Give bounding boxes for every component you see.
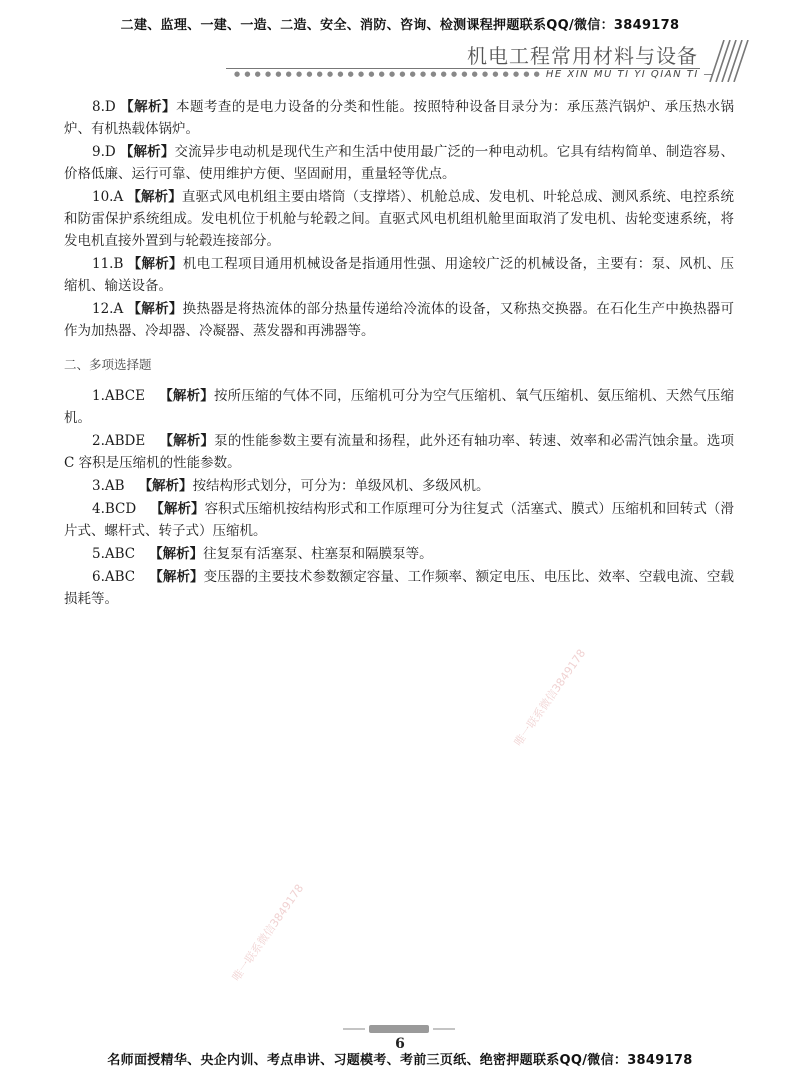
- analysis-text: 变压器的主要技术参数额定容量、工作频率、额定电压、电压比、效率、空载电流、空载损耗等。: [64, 569, 735, 607]
- answer-key: 11.B: [92, 256, 124, 272]
- watermark-text: 唯一联系微信3849178: [229, 881, 307, 984]
- answer-content: [64, 96, 734, 611]
- answer-key: 2.ABDE: [92, 433, 146, 449]
- analysis-text: 直驱式风电机组主要由塔筒（支撑塔）、机舱总成、发电机、叶轮总成、测风系统、电控系统和防雷保护系统组成。发电机位于机舱与轮毂之间。直驱式风电机组机舱里面取消了发电机、齿轮变速系统，将发电机直接外置到与轮毂连接部分。: [64, 189, 735, 249]
- section-title-multiple-choice: 二、多项选择题: [64, 357, 152, 372]
- watermark-text: 唯一联系微信3849178: [511, 646, 589, 749]
- page-number: 6: [395, 1036, 405, 1052]
- analysis-text: 泵的性能参数主要有流量和扬程，此外还有轴功率、转速、效率和必需汽蚀余量。选项 C 容积是压缩机的性能参数。: [64, 433, 735, 471]
- answer-item: [64, 543, 734, 565]
- analysis-tag: 【解析】: [119, 99, 177, 115]
- answer-key: 6.ABC: [92, 569, 136, 585]
- analysis-text: 机电工程项目通用机械设备是指通用性强、用途较广泛的机械设备，主要有：泵、风机、压缩机、输送设备。: [64, 256, 735, 294]
- bottom-contact-banner: 名师面授精华、央企内训、考点串讲、习题模考、考前三页纸、绝密押题联系QQ/微信：3849178: [107, 1053, 693, 1068]
- answer-item: [64, 430, 734, 474]
- single-choice-answers: [64, 96, 734, 342]
- answer-item: [64, 253, 734, 297]
- answer-item: [64, 298, 734, 342]
- answer-item: [64, 385, 734, 429]
- analysis-tag: 【解析】: [150, 501, 205, 517]
- answer-item: [64, 498, 734, 542]
- answer-key: 12.A: [92, 301, 124, 317]
- top-contact-banner: 二建、监理、一建、一造、二造、安全、消防、咨询、检测课程押题联系QQ/微信：3849178: [120, 18, 680, 33]
- analysis-text: 按所压缩的气体不同，压缩机可分为空气压缩机、氧气压缩机、氨压缩机、天然气压缩机。: [64, 388, 734, 426]
- analysis-tag: 【解析】: [159, 388, 214, 404]
- analysis-text: 交流异步电动机是现代生产和生活中使用最广泛的一种电动机。它具有结构简单、制造容易、价格低廉、运行可靠、使用维护方便、坚固耐用，重量轻等优点。: [64, 144, 735, 182]
- analysis-text: 按结构形式划分，可分为：单级风机、多级风机。: [192, 478, 490, 494]
- analysis-tag: 【解析】: [127, 256, 183, 272]
- analysis-tag: 【解析】: [149, 546, 204, 562]
- analysis-tag: 【解析】: [119, 144, 175, 160]
- chapter-header-title: 机电工程常用材料与设备: [467, 44, 698, 68]
- analysis-tag: 【解析】: [149, 569, 204, 585]
- analysis-text: 容积式压缩机按结构形式和工作原理可分为往复式（活塞式、膜式）压缩机和回转式（滑片式、螺杆式、转子式）压缩机。: [64, 501, 735, 539]
- answer-key: 1.ABCE: [92, 388, 145, 404]
- answer-item: [64, 566, 734, 610]
- answer-key: 10.A: [92, 189, 124, 205]
- analysis-text: 本题考查的是电力设备的分类和性能。按照特种设备目录分为：承压蒸汽锅炉、承压热水锅炉、有机热载体锅炉。: [64, 99, 735, 137]
- answer-key: 4.BCD: [92, 501, 137, 517]
- analysis-text: 换热器是将热流体的部分热量传递给冷流体的设备，又称热交换器。在石化生产中换热器可作为加热器、冷却器、冷凝器、蒸发器和再沸器等。: [64, 301, 734, 339]
- analysis-text: 往复泵有活塞泵、柱塞泵和隔膜泵等。: [203, 546, 433, 562]
- answer-key: 3.AB: [92, 478, 125, 494]
- header-dotted-rule: ● ● ● ● ● ● ● ● ● ● ● ● ● ● ● ● ● ● ● ● ● ● ● ● ● ● ● ● ● ●: [234, 70, 541, 78]
- answer-key: 9.D: [92, 144, 116, 160]
- multiple-choice-answers: [64, 385, 734, 610]
- analysis-tag: 【解析】: [127, 189, 182, 205]
- answer-item: [64, 186, 734, 252]
- answer-item: [64, 141, 734, 185]
- page-number-decoration: [343, 1024, 455, 1034]
- analysis-tag: 【解析】: [159, 433, 215, 449]
- analysis-tag: 【解析】: [138, 478, 193, 494]
- analysis-tag: 【解析】: [127, 301, 183, 317]
- answer-key: 8.D: [92, 99, 116, 115]
- answer-item: [64, 475, 734, 497]
- answer-item: [64, 96, 734, 140]
- header-subtitle: HE XIN MU TI YI QIAN TI —: [545, 69, 715, 80]
- answer-key: 5.ABC: [92, 546, 136, 562]
- header-stripe-decoration: [700, 40, 750, 82]
